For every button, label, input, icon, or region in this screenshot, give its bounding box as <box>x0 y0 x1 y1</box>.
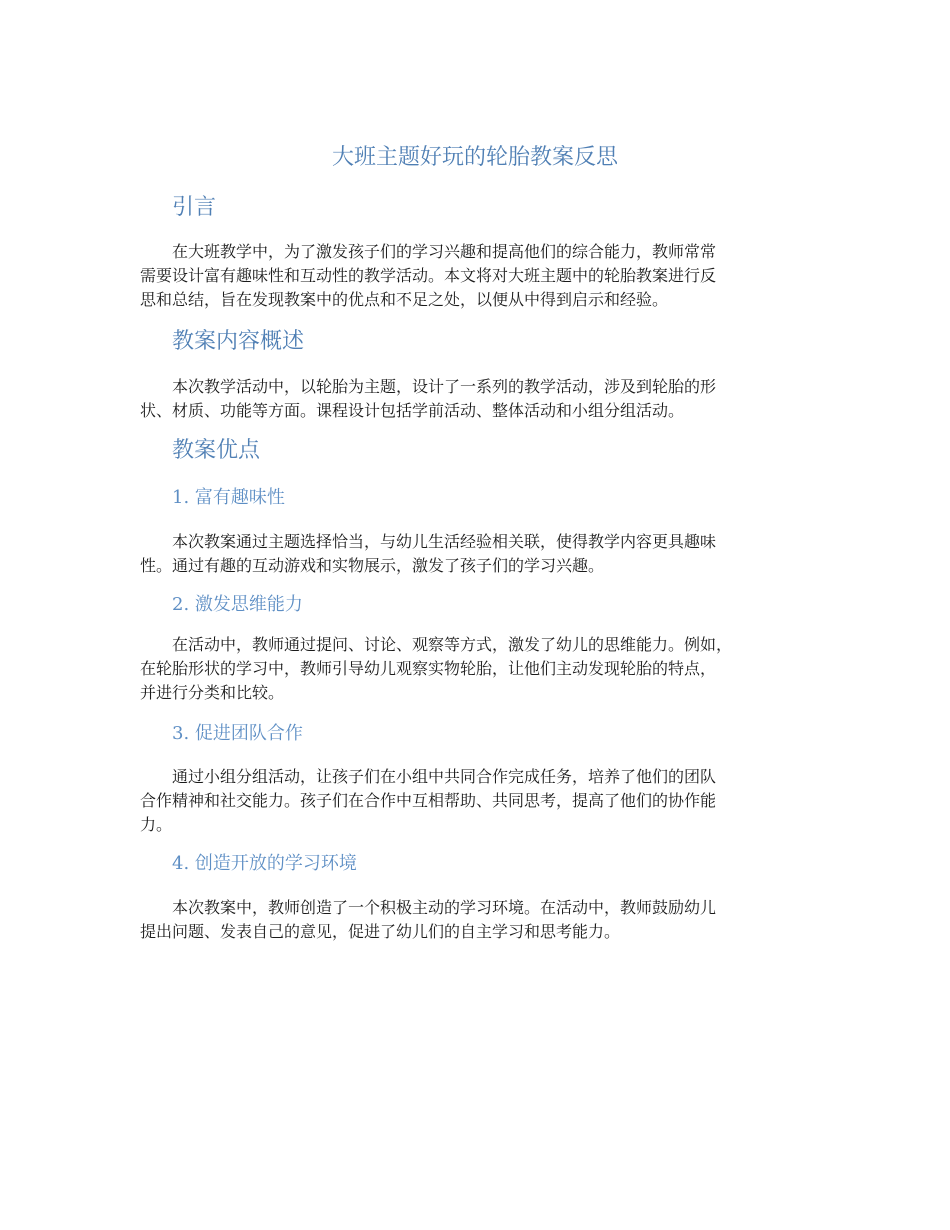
paragraph-environment <box>140 896 820 944</box>
text-line: 需要设计富有趣味性和互动性的教学活动。本文将对大班主题中的轮胎教案进行反 <box>140 266 717 285</box>
paragraph-overview <box>140 375 820 423</box>
subsection-heading-environment: 4. 创造开放的学习环境 <box>172 853 357 874</box>
text-line: 合作精神和社交能力。孩子们在合作中互相帮助、共同思考，提高了他们的协作能 <box>140 791 717 810</box>
subsection-heading-interesting: 1. 富有趣味性 <box>172 487 285 508</box>
text-line: 思和总结，旨在发现教案中的优点和不足之处，以便从中得到启示和经验。 <box>140 290 669 309</box>
text-line: 在大班教学中，为了激发孩子们的学习兴趣和提高他们的综合能力，教师常常 <box>172 242 717 261</box>
text-line: 通过小组分组活动，让孩子们在小组中共同合作完成任务，培养了他们的团队 <box>172 767 717 786</box>
text-line: 在轮胎形状的学习中，教师引导幼儿观察实物轮胎，让他们主动发现轮胎的特点， <box>140 659 717 678</box>
text-line: 本次教案通过主题选择恰当，与幼儿生活经验相关联，使得教学内容更具趣味 <box>172 532 717 551</box>
text-line: 在活动中，教师通过提问、讨论、观察等方式，激发了幼儿的思维能力。例如， <box>172 635 733 654</box>
paragraph-interesting <box>140 530 820 578</box>
section-heading-introduction: 引言 <box>172 195 217 220</box>
text-line: 本次教学活动中，以轮胎为主题，设计了一系列的教学活动，涉及到轮胎的形 <box>172 377 717 396</box>
section-heading-overview: 教案内容概述 <box>172 329 305 354</box>
text-line: 力。 <box>140 815 173 834</box>
text-line: 性。通过有趣的互动游戏和实物展示，激发了孩子们的学习兴趣。 <box>140 556 605 575</box>
text-line: 状、材质、功能等方面。课程设计包括学前活动、整体活动和小组分组活动。 <box>140 401 685 420</box>
paragraph-teamwork <box>140 765 820 837</box>
text-line: 并进行分类和比较。 <box>140 683 285 702</box>
text-line: 提出问题、发表自己的意见，促进了幼儿们的自主学习和思考能力。 <box>140 922 621 941</box>
document-title: 大班主题好玩的轮胎教案反思 <box>331 145 618 170</box>
text-line: 本次教案中，教师创造了一个积极主动的学习环境。在活动中，教师鼓励幼儿 <box>172 898 717 917</box>
paragraph-introduction <box>140 240 820 312</box>
section-heading-strengths: 教案优点 <box>172 438 261 463</box>
paragraph-thinking <box>140 633 820 705</box>
subsection-heading-thinking: 2. 激发思维能力 <box>172 594 303 615</box>
subsection-heading-teamwork: 3. 促进团队合作 <box>172 723 303 744</box>
